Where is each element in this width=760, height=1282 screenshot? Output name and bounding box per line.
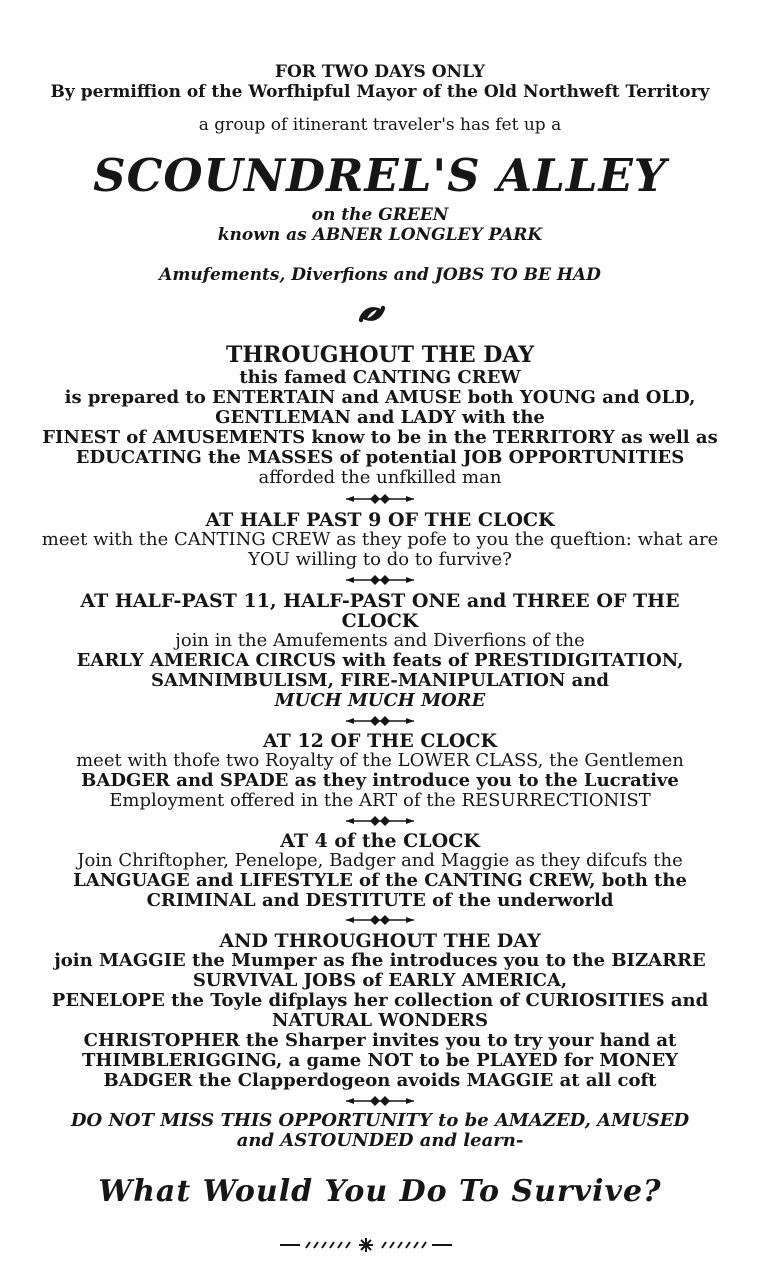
body-line: Join Chriftopher, Penelope, Badger and Maggie as they difcufs the (77, 850, 683, 871)
section-heading-cont: CLOCK (341, 610, 419, 632)
header-line-3: a group of itinerant traveler's has fet up a (198, 115, 562, 135)
title-block (0, 151, 760, 201)
section-heading: AT 12 OF THE CLOCK (262, 730, 498, 752)
section-heading: AT HALF PAST 9 OF THE CLOCK (205, 509, 555, 531)
header-line-1: FOR TWO DAYS ONLY (274, 62, 486, 82)
body-line: is prepared to ENTERTAIN and AMUSE both YOUNG and OLD, (64, 387, 696, 408)
final-question: What Would You Do To Survive? (98, 1174, 662, 1209)
body-line: this famed CANTING CREW (239, 367, 521, 388)
body-line: meet with thofe two Royalty of the LOWER CLASS, the Gentlemen (76, 750, 684, 771)
divider-ornament-icon (0, 491, 760, 507)
section-twelve (0, 731, 760, 811)
body-line: SAMNIMBULISM, FIRE-MANIPULATION and (151, 670, 609, 691)
body-line: NATURAL WONDERS (271, 1010, 488, 1031)
closing-line-2: and ASTOUNDED and learn- (236, 1130, 524, 1151)
footer-ornament-icon (278, 1237, 454, 1253)
body-line: SURVIVAL JOBS of EARLY AMERICA, (192, 970, 568, 991)
header-line-2: By permiffion of the Worfhipful Mayor of the Old Northweft Territory (50, 82, 710, 102)
body-line: PENELOPE the Toyle difplays her collection of CURIOSITIES and (51, 990, 709, 1011)
body-line: BADGER and SPADE as they introduce you to the Lucrative (81, 770, 679, 791)
on-the-green: on the GREEN (311, 205, 449, 225)
poster-title: SCOUNDREL'S ALLEY (93, 149, 667, 202)
body-line: join MAGGIE the Mumper as fhe introduces you to the BIZARRE (54, 950, 706, 971)
body-line: meet with the CANTING CREW as they pofe to you the queftion: what are (41, 529, 719, 550)
body-line: FINEST of AMUSEMENTS know to be in the TERRITORY as well as (42, 427, 718, 448)
closing-block (0, 1111, 760, 1151)
final-block (0, 1174, 760, 1210)
body-line: CRIMINAL and DESTITUTE of the underworld (146, 890, 614, 911)
body-line: EDUCATING the MASSES of potential JOB OPPORTUNITIES (75, 447, 685, 468)
divider-ornament-icon (0, 1093, 760, 1109)
body-line: Employment offered in the ART of the RESURRECTIONIST (109, 790, 651, 811)
body-line: CHRISTOPHER the Sharper invites you to try your hand at (83, 1030, 677, 1051)
divider-ornament-icon (0, 713, 760, 729)
section-heading: AT HALF-PAST 11, HALF-PAST ONE and THREE OF THE (80, 590, 680, 612)
body-line: THIMBLERIGGING, a game NOT to be PLAYED for MONEY (81, 1050, 679, 1071)
body-line: BADGER the Clapperdogeon avoids MAGGIE at all coft (103, 1070, 657, 1091)
divider-ornament-icon (0, 813, 760, 829)
body-line: YOU willing to do to furvive? (248, 549, 512, 570)
section-half-past-eleven (0, 591, 760, 711)
header (0, 62, 760, 135)
body-line: join in the Amufements and Diverfions of the (175, 630, 585, 651)
divider-ornament-icon (0, 912, 760, 928)
closing-line-1: DO NOT MISS THIS OPPORTUNITY to be AMAZED, AMUSED (70, 1110, 690, 1131)
section-throughout-day (0, 342, 760, 488)
location-block (0, 205, 760, 285)
known-as: known as ABNER LONGLEY PARK (217, 225, 543, 245)
flourish-ornament-icon (355, 303, 389, 325)
section-heading: AT 4 of the CLOCK (280, 830, 480, 852)
body-line: afforded the unfkilled man (258, 467, 502, 488)
body-line: GENTLEMAN and LADY with the (215, 407, 545, 428)
divider-ornament-icon (0, 572, 760, 588)
section-half-past-nine (0, 510, 760, 570)
body-line: LANGUAGE and LIFESTYLE of the CANTING CREW, both the (73, 870, 687, 891)
section-and-throughout (0, 931, 760, 1091)
section-four (0, 831, 760, 911)
body-line: MUCH MUCH MORE (274, 690, 486, 711)
body-line: EARLY AMERICA CIRCUS with feats of PRESTIDIGITATION, (76, 650, 684, 671)
amusements-line: Amufements, Diverfions and JOBS TO BE HAD (159, 265, 601, 285)
section-heading: AND THROUGHOUT THE DAY (219, 930, 541, 952)
section-heading: THROUGHOUT THE DAY (225, 342, 535, 368)
